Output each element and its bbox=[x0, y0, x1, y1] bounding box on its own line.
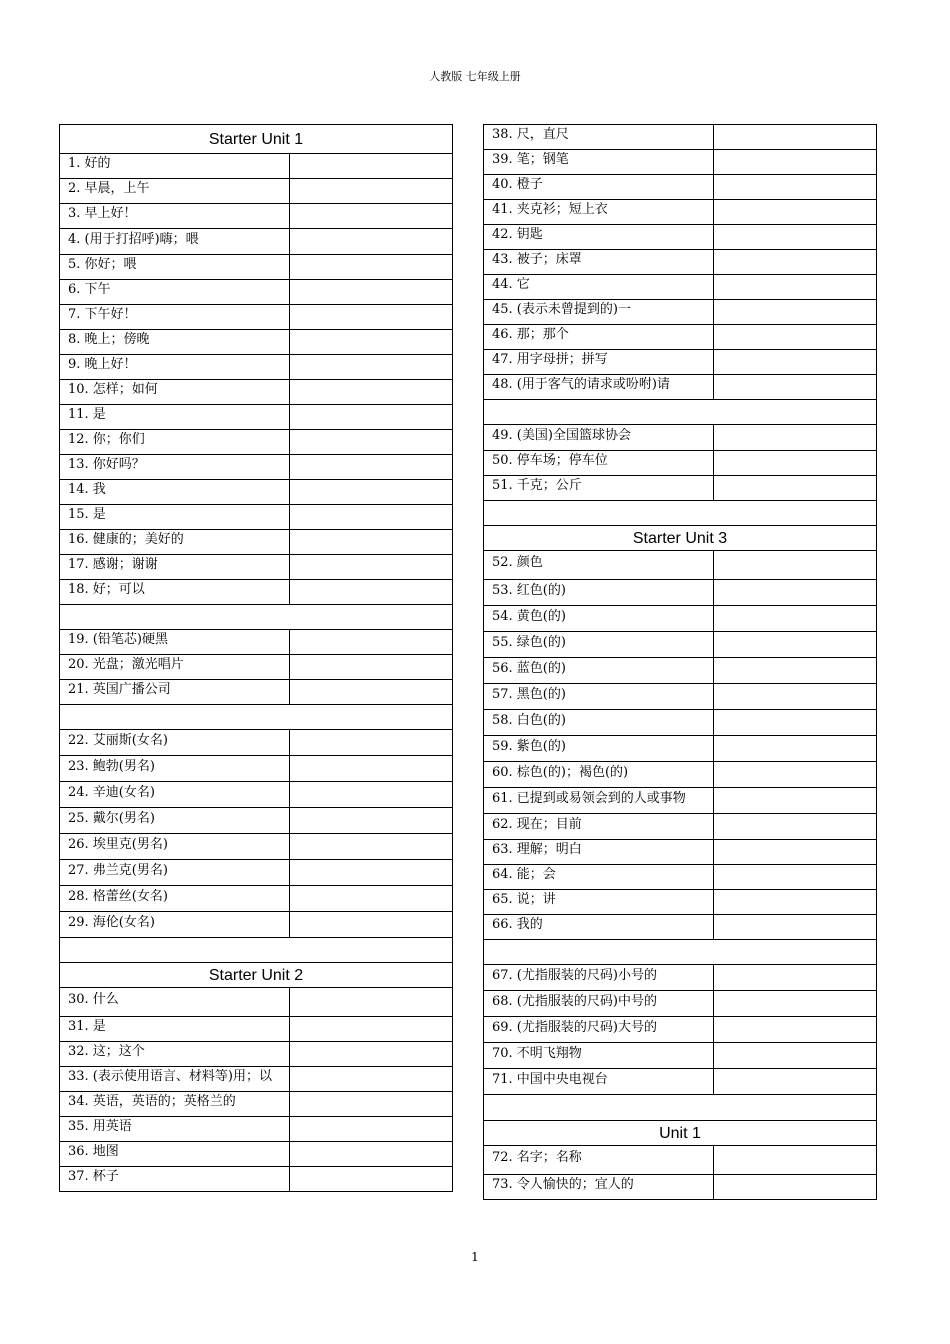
answer-cell[interactable] bbox=[714, 840, 876, 864]
vocab-row bbox=[60, 730, 452, 756]
answer-cell[interactable] bbox=[714, 1043, 876, 1068]
answer-cell[interactable] bbox=[290, 730, 452, 755]
vocab-row bbox=[484, 325, 876, 350]
vocab-term: 38. 尺，直尺 bbox=[484, 125, 714, 149]
answer-cell[interactable] bbox=[714, 965, 876, 990]
vocab-row bbox=[484, 915, 876, 940]
answer-cell[interactable] bbox=[714, 890, 876, 914]
answer-cell[interactable] bbox=[714, 125, 876, 149]
vocab-row bbox=[60, 912, 452, 938]
answer-cell[interactable] bbox=[290, 834, 452, 859]
answer-cell[interactable] bbox=[290, 330, 452, 354]
answer-cell[interactable] bbox=[714, 915, 876, 939]
vocab-row bbox=[60, 154, 452, 179]
vocab-term: 68. (尤指服装的尺码)中号的 bbox=[484, 991, 714, 1016]
section-title: Starter Unit 2 bbox=[60, 963, 452, 988]
answer-cell[interactable] bbox=[714, 150, 876, 174]
answer-cell[interactable] bbox=[290, 1092, 452, 1116]
answer-cell[interactable] bbox=[714, 865, 876, 889]
vocab-term: 41. 夹克衫；短上衣 bbox=[484, 200, 714, 224]
answer-cell[interactable] bbox=[714, 684, 876, 709]
answer-cell[interactable] bbox=[714, 762, 876, 787]
vocab-row bbox=[60, 1167, 452, 1192]
vocab-row bbox=[484, 840, 876, 865]
vocab-term: 39. 笔；钢笔 bbox=[484, 150, 714, 174]
answer-cell[interactable] bbox=[290, 808, 452, 833]
answer-cell[interactable] bbox=[290, 555, 452, 579]
answer-cell[interactable] bbox=[714, 814, 876, 839]
section-title: Starter Unit 1 bbox=[60, 125, 452, 154]
vocab-row bbox=[484, 175, 876, 200]
answer-cell[interactable] bbox=[714, 200, 876, 224]
vocab-row bbox=[60, 782, 452, 808]
answer-cell[interactable] bbox=[290, 680, 452, 704]
answer-cell[interactable] bbox=[290, 229, 452, 254]
vocab-term: 69. (尤指服装的尺码)大号的 bbox=[484, 1017, 714, 1042]
vocab-term: 34. 英语，英语的；英格兰的 bbox=[60, 1092, 290, 1116]
vocab-row bbox=[484, 1017, 876, 1043]
vocab-row bbox=[484, 580, 876, 606]
blank-row bbox=[484, 501, 876, 526]
vocab-term: 9. 晚上好！ bbox=[60, 355, 290, 379]
vocab-row bbox=[484, 991, 876, 1017]
answer-cell[interactable] bbox=[290, 782, 452, 807]
answer-cell[interactable] bbox=[290, 355, 452, 379]
answer-cell[interactable] bbox=[714, 375, 876, 399]
vocab-term: 12. 你；你们 bbox=[60, 430, 290, 454]
vocab-row bbox=[60, 988, 452, 1017]
vocab-term: 43. 被子；床罩 bbox=[484, 250, 714, 274]
vocab-term: 31. 是 bbox=[60, 1017, 290, 1041]
answer-cell[interactable] bbox=[290, 305, 452, 329]
answer-cell[interactable] bbox=[290, 1167, 452, 1191]
answer-cell[interactable] bbox=[714, 1069, 876, 1094]
answer-cell[interactable] bbox=[290, 480, 452, 504]
answer-cell[interactable] bbox=[290, 1067, 452, 1091]
vocab-term: 14. 我 bbox=[60, 480, 290, 504]
answer-cell[interactable] bbox=[290, 630, 452, 654]
vocab-term: 45. (表示未曾提到的)一 bbox=[484, 300, 714, 324]
vocab-row bbox=[60, 756, 452, 782]
vocab-term: 15. 是 bbox=[60, 505, 290, 529]
answer-cell[interactable] bbox=[714, 580, 876, 605]
vocab-row bbox=[484, 300, 876, 325]
vocab-row bbox=[484, 125, 876, 150]
vocab-row bbox=[60, 530, 452, 555]
vocab-term: 22. 艾丽斯(女名) bbox=[60, 730, 290, 755]
vocab-row bbox=[484, 225, 876, 250]
answer-cell[interactable] bbox=[290, 505, 452, 529]
vocab-term: 52. 颜色 bbox=[484, 551, 714, 579]
answer-cell[interactable] bbox=[290, 280, 452, 304]
answer-cell[interactable] bbox=[714, 991, 876, 1016]
vocab-term: 58. 白色(的) bbox=[484, 710, 714, 735]
vocab-row bbox=[484, 890, 876, 915]
vocab-term: 42. 钥匙 bbox=[484, 225, 714, 249]
vocab-term: 67. (尤指服装的尺码)小号的 bbox=[484, 965, 714, 990]
answer-cell[interactable] bbox=[290, 1042, 452, 1066]
answer-cell[interactable] bbox=[714, 250, 876, 274]
answer-cell[interactable] bbox=[714, 632, 876, 657]
vocab-term: 72. 名字；名称 bbox=[484, 1146, 714, 1174]
vocab-term: 44. 它 bbox=[484, 275, 714, 299]
vocab-row bbox=[60, 179, 452, 204]
vocab-term: 59. 紫色(的) bbox=[484, 736, 714, 761]
vocab-term: 61. 已提到或易领会到的人或事物 bbox=[484, 788, 714, 813]
answer-cell[interactable] bbox=[714, 425, 876, 450]
vocab-row bbox=[60, 380, 452, 405]
vocab-row bbox=[484, 814, 876, 840]
vocab-term: 17. 感谢；谢谢 bbox=[60, 555, 290, 579]
vocab-row bbox=[60, 255, 452, 280]
answer-cell[interactable] bbox=[290, 179, 452, 203]
vocab-row bbox=[60, 1142, 452, 1167]
vocab-row bbox=[484, 788, 876, 814]
vocab-row bbox=[484, 658, 876, 684]
vocab-row bbox=[484, 710, 876, 736]
answer-cell[interactable] bbox=[714, 1146, 876, 1174]
vocab-row bbox=[484, 200, 876, 225]
vocab-term: 32. 这；这个 bbox=[60, 1042, 290, 1066]
blank-row bbox=[484, 400, 876, 425]
answer-cell[interactable] bbox=[714, 325, 876, 349]
vocab-term: 7. 下午好！ bbox=[60, 305, 290, 329]
vocab-term: 35. 用英语 bbox=[60, 1117, 290, 1141]
answer-cell[interactable] bbox=[290, 886, 452, 911]
answer-cell[interactable] bbox=[714, 300, 876, 324]
page-header: 人教版 七年级上册 bbox=[429, 70, 521, 83]
vocab-term: 55. 绿色(的) bbox=[484, 632, 714, 657]
vocab-row bbox=[484, 1146, 876, 1175]
vocab-term: 6. 下午 bbox=[60, 280, 290, 304]
vocab-row bbox=[60, 204, 452, 229]
vocab-term: 53. 红色(的) bbox=[484, 580, 714, 605]
vocab-row bbox=[484, 632, 876, 658]
answer-cell[interactable] bbox=[714, 476, 876, 500]
vocab-row bbox=[60, 630, 452, 655]
vocab-row bbox=[60, 655, 452, 680]
vocab-row bbox=[484, 1175, 876, 1200]
vocab-term: 48. (用于客气的请求或吩咐)请 bbox=[484, 375, 714, 399]
vocab-row bbox=[60, 1117, 452, 1142]
vocab-term: 19. (铅笔芯)硬黑 bbox=[60, 630, 290, 654]
vocab-row bbox=[484, 425, 876, 451]
vocab-term: 63. 理解；明白 bbox=[484, 840, 714, 864]
answer-cell[interactable] bbox=[714, 710, 876, 735]
blank-row bbox=[60, 705, 452, 730]
answer-cell[interactable] bbox=[290, 912, 452, 937]
vocab-term: 49. (美国)全国篮球协会 bbox=[484, 425, 714, 450]
vocab-term: 37. 杯子 bbox=[60, 1167, 290, 1191]
vocab-term: 28. 格蕾丝(女名) bbox=[60, 886, 290, 911]
answer-cell[interactable] bbox=[290, 1017, 452, 1041]
vocab-row bbox=[60, 405, 452, 430]
vocab-row bbox=[484, 865, 876, 890]
answer-cell[interactable] bbox=[290, 756, 452, 781]
vocab-term: 18. 好；可以 bbox=[60, 580, 290, 604]
answer-cell[interactable] bbox=[714, 658, 876, 683]
vocab-row bbox=[484, 965, 876, 991]
section-title: Starter Unit 3 bbox=[484, 526, 876, 551]
vocab-row bbox=[60, 1017, 452, 1042]
vocab-term: 16. 健康的；美好的 bbox=[60, 530, 290, 554]
vocab-row bbox=[60, 330, 452, 355]
vocab-row bbox=[60, 834, 452, 860]
answer-cell[interactable] bbox=[714, 451, 876, 475]
answer-cell[interactable] bbox=[290, 988, 452, 1016]
vocab-term: 54. 黄色(的) bbox=[484, 606, 714, 631]
vocab-row bbox=[60, 860, 452, 886]
vocab-row bbox=[60, 680, 452, 705]
answer-cell[interactable] bbox=[714, 225, 876, 249]
answer-cell[interactable] bbox=[290, 530, 452, 554]
answer-cell[interactable] bbox=[290, 430, 452, 454]
vocab-row bbox=[484, 684, 876, 710]
answer-cell[interactable] bbox=[290, 380, 452, 404]
vocab-row bbox=[484, 736, 876, 762]
answer-cell[interactable] bbox=[290, 1142, 452, 1166]
vocab-term: 40. 橙子 bbox=[484, 175, 714, 199]
vocab-term: 26. 埃里克(男名) bbox=[60, 834, 290, 859]
answer-cell[interactable] bbox=[714, 551, 876, 579]
vocab-term: 30. 什么 bbox=[60, 988, 290, 1016]
vocab-term: 66. 我的 bbox=[484, 915, 714, 939]
answer-cell[interactable] bbox=[714, 1017, 876, 1042]
vocab-term: 70. 不明飞翔物 bbox=[484, 1043, 714, 1068]
vocab-term: 65. 说；讲 bbox=[484, 890, 714, 914]
answer-cell[interactable] bbox=[290, 255, 452, 279]
vocab-row bbox=[60, 808, 452, 834]
vocab-row bbox=[60, 580, 452, 605]
answer-cell[interactable] bbox=[714, 175, 876, 199]
answer-cell[interactable] bbox=[714, 788, 876, 813]
vocab-row bbox=[60, 455, 452, 480]
answer-cell[interactable] bbox=[290, 580, 452, 604]
vocab-row bbox=[484, 375, 876, 400]
answer-cell[interactable] bbox=[714, 275, 876, 299]
vocab-table-right bbox=[483, 124, 877, 1200]
vocab-term: 21. 英国广播公司 bbox=[60, 680, 290, 704]
vocab-row bbox=[60, 505, 452, 530]
answer-cell[interactable] bbox=[290, 1117, 452, 1141]
vocab-row bbox=[60, 555, 452, 580]
vocab-term: 36. 地图 bbox=[60, 1142, 290, 1166]
vocab-term: 71. 中国中央电视台 bbox=[484, 1069, 714, 1094]
vocab-term: 47. 用字母拼；拼写 bbox=[484, 350, 714, 374]
answer-cell[interactable] bbox=[714, 736, 876, 761]
vocab-row bbox=[60, 1067, 452, 1092]
vocab-row bbox=[60, 886, 452, 912]
answer-cell[interactable] bbox=[290, 860, 452, 885]
vocab-term: 57. 黑色(的) bbox=[484, 684, 714, 709]
vocab-term: 25. 戴尔(男名) bbox=[60, 808, 290, 833]
vocab-row bbox=[60, 1042, 452, 1067]
answer-cell[interactable] bbox=[714, 606, 876, 631]
vocab-row bbox=[484, 551, 876, 580]
vocab-term: 4. (用于打招呼)嗨；喂 bbox=[60, 229, 290, 254]
blank-row bbox=[60, 938, 452, 963]
answer-cell[interactable] bbox=[290, 204, 452, 228]
answer-cell[interactable] bbox=[714, 350, 876, 374]
vocab-term: 50. 停车场；停车位 bbox=[484, 451, 714, 475]
vocab-row bbox=[60, 305, 452, 330]
vocab-row bbox=[484, 606, 876, 632]
vocab-term: 3. 早上好！ bbox=[60, 204, 290, 228]
vocab-term: 29. 海伦(女名) bbox=[60, 912, 290, 937]
vocab-term: 51. 千克；公斤 bbox=[484, 476, 714, 500]
answer-cell[interactable] bbox=[290, 655, 452, 679]
vocab-term: 23. 鲍勃(男名) bbox=[60, 756, 290, 781]
vocab-row bbox=[60, 430, 452, 455]
vocab-term: 60. 棕色(的)；褐色(的) bbox=[484, 762, 714, 787]
vocab-term: 27. 弗兰克(男名) bbox=[60, 860, 290, 885]
vocab-term: 20. 光盘；激光唱片 bbox=[60, 655, 290, 679]
answer-cell[interactable] bbox=[290, 455, 452, 479]
answer-cell[interactable] bbox=[290, 405, 452, 429]
vocab-term: 46. 那；那个 bbox=[484, 325, 714, 349]
vocab-row bbox=[484, 1043, 876, 1069]
vocab-term: 13. 你好吗？ bbox=[60, 455, 290, 479]
vocab-table-left bbox=[59, 124, 453, 1192]
blank-row bbox=[484, 1095, 876, 1121]
vocab-term: 10. 怎样；如何 bbox=[60, 380, 290, 404]
vocab-row bbox=[484, 150, 876, 175]
vocab-row bbox=[484, 275, 876, 300]
vocab-row bbox=[60, 480, 452, 505]
vocab-row bbox=[484, 451, 876, 476]
vocab-row bbox=[60, 355, 452, 380]
vocab-term: 2. 早晨，上午 bbox=[60, 179, 290, 203]
vocab-term: 56. 蓝色(的) bbox=[484, 658, 714, 683]
answer-cell[interactable] bbox=[290, 154, 452, 178]
answer-cell[interactable] bbox=[714, 1175, 876, 1199]
blank-row bbox=[60, 605, 452, 630]
vocab-term: 1. 好的 bbox=[60, 154, 290, 178]
vocab-row bbox=[484, 476, 876, 501]
vocab-row bbox=[60, 1092, 452, 1117]
vocab-term: 11. 是 bbox=[60, 405, 290, 429]
vocab-term: 33. (表示使用语言、材料等)用；以 bbox=[60, 1067, 290, 1091]
vocab-row bbox=[484, 1069, 876, 1095]
vocab-row bbox=[60, 229, 452, 255]
vocab-row bbox=[60, 280, 452, 305]
vocab-row bbox=[484, 762, 876, 788]
section-title: Unit 1 bbox=[484, 1121, 876, 1146]
vocab-row bbox=[484, 250, 876, 275]
page-number: 1 bbox=[471, 1250, 479, 1264]
vocab-term: 64. 能；会 bbox=[484, 865, 714, 889]
vocab-row bbox=[484, 350, 876, 375]
vocab-term: 8. 晚上；傍晚 bbox=[60, 330, 290, 354]
vocab-term: 24. 辛迪(女名) bbox=[60, 782, 290, 807]
vocab-term: 5. 你好；喂 bbox=[60, 255, 290, 279]
blank-row bbox=[484, 940, 876, 965]
vocab-term: 62. 现在；目前 bbox=[484, 814, 714, 839]
vocab-term: 73. 令人愉快的；宜人的 bbox=[484, 1175, 714, 1199]
